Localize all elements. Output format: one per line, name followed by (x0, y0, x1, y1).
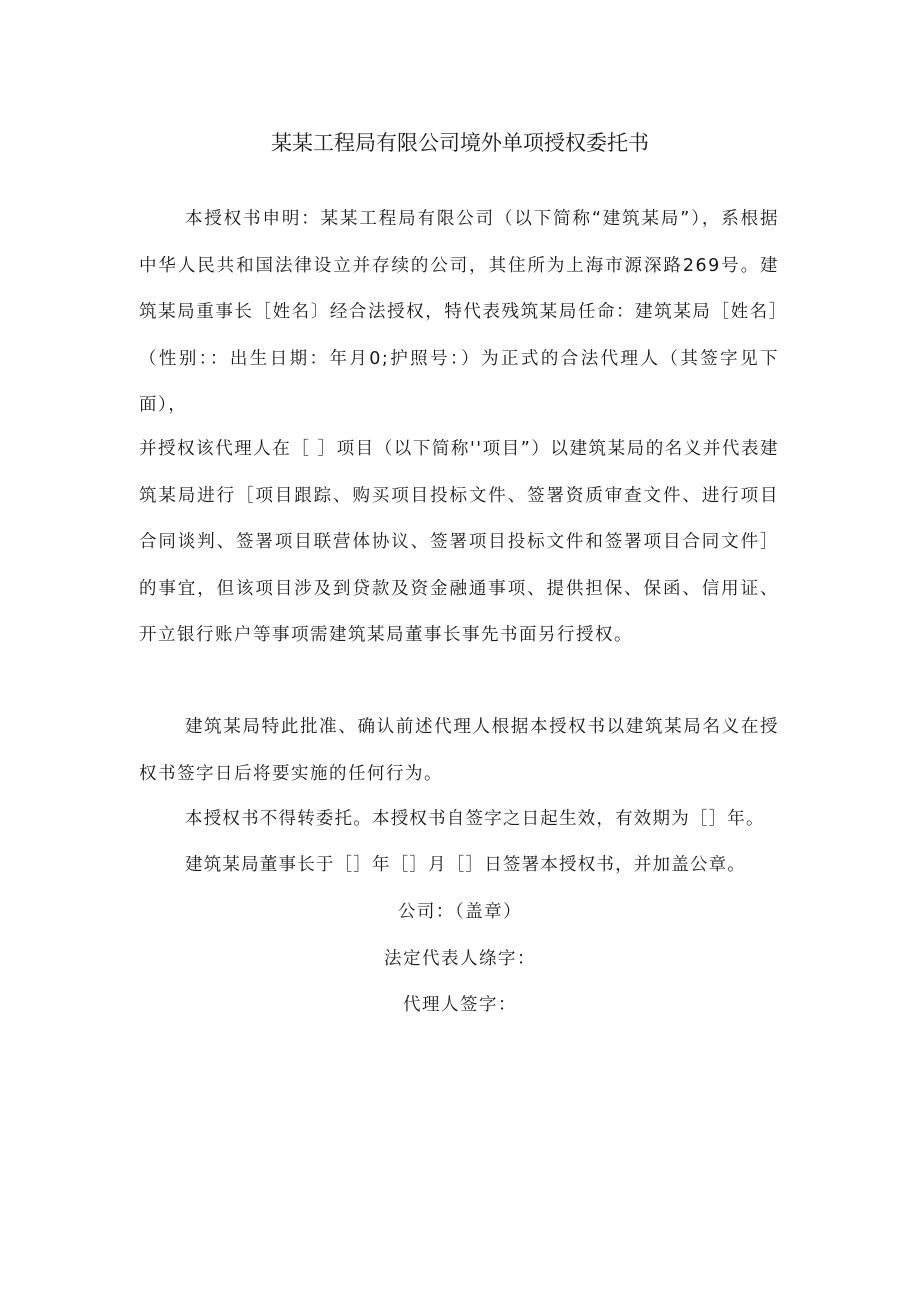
company-seal-line: 公司：（盖章） (397, 902, 523, 922)
legal-representative-signature-line: 法定代表人绦字： (384, 949, 536, 969)
paragraph-signing-date: 建筑某局董事长于［］年［］月［］日签署本授权书，并加盖公章。 (185, 855, 746, 875)
paragraph-validity: 本授权书不得转委托。本授权书自签字之日起生效，有效期为［］年。 (185, 809, 765, 829)
paragraph-declaration: 本授权书申明：某某工程局有限公司（以下简称“建筑某局”），系根据中华人民共和国法律设立并存续的公司，其住所为上海市源深路269号。建筑某局重事长［姓名〕经合法授权，特代表残筑某局任命：建筑某局［姓名］（性别：：出生日期：年月0;护照号：）为正式的合法代理人（其签字见下面）， (139, 209, 779, 415)
agent-signature-line: 代理人签字： (403, 995, 517, 1015)
document-title: 某某工程局有限公司境外单项授权委托书 (271, 131, 649, 155)
paragraph-approval: 建筑某局特此批准、确认前述代理人根据本授权书以建筑某局名义在授权书签字日后将要实施的任何行为。 (139, 717, 779, 784)
paragraph-authorization-scope: 并授权该代理人在［ ］项目（以下简称''项目”）以建筑某局的名义并代表建筑某局进行［项目跟踪、购买项目投标文件、签署资质审查文件、进行项目合同谈判、签署项目联营体协议、签署项目投标文件和签署项目合同文件］的事宜，但该项目涉及到贷款及资金融通事项、提供担保、保函、信用证、开立银行账户等事项需建筑某局董事长事先书面另行授权。 (139, 439, 779, 645)
